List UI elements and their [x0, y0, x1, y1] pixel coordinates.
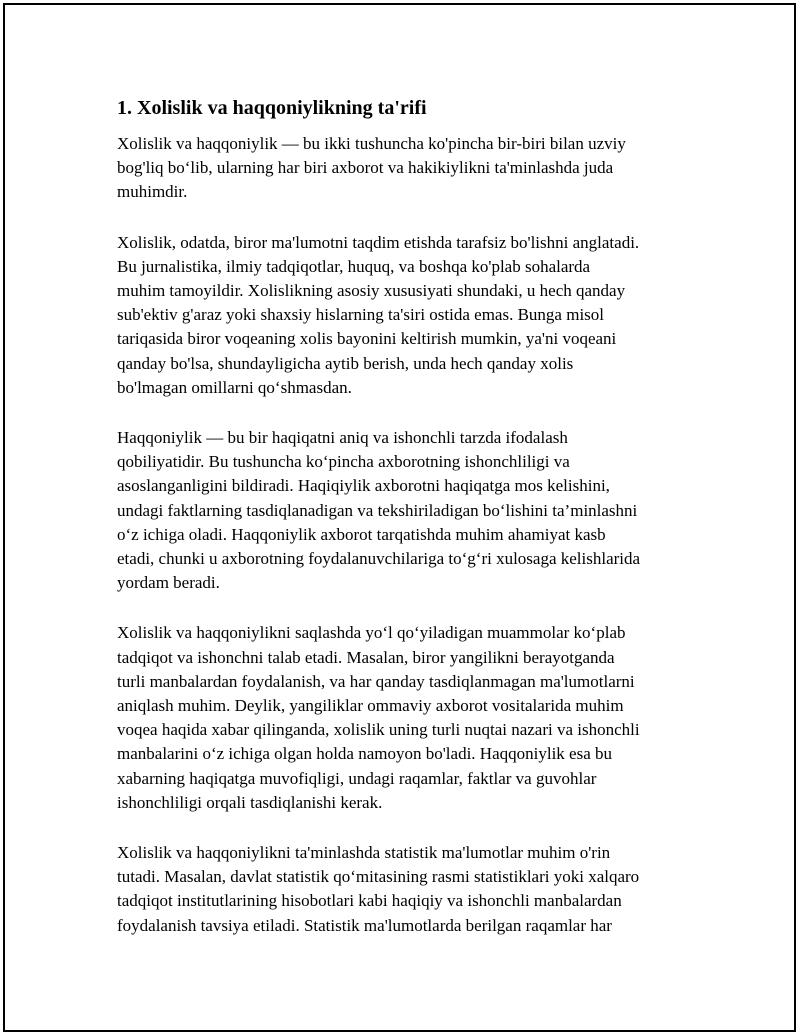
- paragraph-muammolar: Xolislik va haqqoniylikni saqlashda yo‘l qo‘yiladigan muammolar ko‘plab tadqiqot va ishonchni talab etadi. Masalan, biror yangilikni berayotganda turli manbalardan foydalanish, va har qanday tasdiqlanmagan ma'lumotlarni aniqlash muhim. Deylik, yangiliklar ommaviy axborot vositalarida muhim voqea haqida xabar qilinganda, xolislik uning turli nuqtai nazari va ishonchli manbalarini o‘z ichiga olgan holda namoyon bo'ladi. Haqqoniylik esa bu xabarning haqiqatga muvofiqligi, undagi raqamlar, faktlar va guvohlar ishonchliligi orqali tasdiqlanishi kerak.: [117, 623, 640, 812]
- document-body: [117, 95, 697, 964]
- paragraph-haqqoniylik: Haqqoniylik — bu bir haqiqatni aniq va ishonchli tarzda ifodalash qobiliyatidir. Bu tushuncha ko‘pincha axborotning ishonchliligi va asoslanganligini bildiradi. Haqiqiylik axborotni haqiqatga mos kelishini, undagi faktlarning tasdiqlanadigan va tekshiriladigan bo‘lishini ta’minlashni o‘z ichiga oladi. Haqqoniylik axborot tarqatishda muhim ahamiyat kasb etadi, chunki u axborotning foydalanuvchilariga to‘g‘ri xulosaga kelishlarida yordam beradi.: [117, 428, 641, 593]
- section-heading: 1. Xolislik va haqqoniylikning ta'rifi: [117, 97, 427, 119]
- paragraph-intro: Xolislik va haqqoniylik — bu ikki tushuncha ko'pincha bir-biri bilan uzviy bog'liq bo‘lib, ularning har biri axborot va hakikiylikni ta'minlashda juda muhimdir.: [117, 134, 626, 202]
- paragraph-xolislik: Xolislik, odatda, biror ma'lumotni taqdim etishda tarafsiz bo'lishni anglatadi. Bu jurnalistika, ilmiy tadqiqotlar, huquq, va boshqa ko'plab sohalarda muhim tamoyildir. Xolislikning asosiy xususiyati shundaki, u hech qanday sub'ektiv g'araz yoki shaxsiy hislarning ta'siri ostida emas. Bunga misol tariqasida biror voqeaning xolis bayonini keltirish mumkin, ya'ni voqeani qanday bo'lsa, shundayligicha aytib berish, unda hech qanday xolis bo'lmagan omillarni qo‘shmasdan.: [117, 232, 640, 397]
- paragraph-statistik: Xolislik va haqqoniylikni ta'minlashda statistik ma'lumotlar muhim o'rin tutadi. Masalan, davlat statistik qo‘mitasining rasmi statistiklari yoki xalqaro tadqiqot institutlarining hisobotlari kabi haqiqiy va ishonchli manbalardan foydalanish tavsiya etiladi. Statistik ma'lumotlarda berilgan raqamlar har: [117, 843, 640, 935]
